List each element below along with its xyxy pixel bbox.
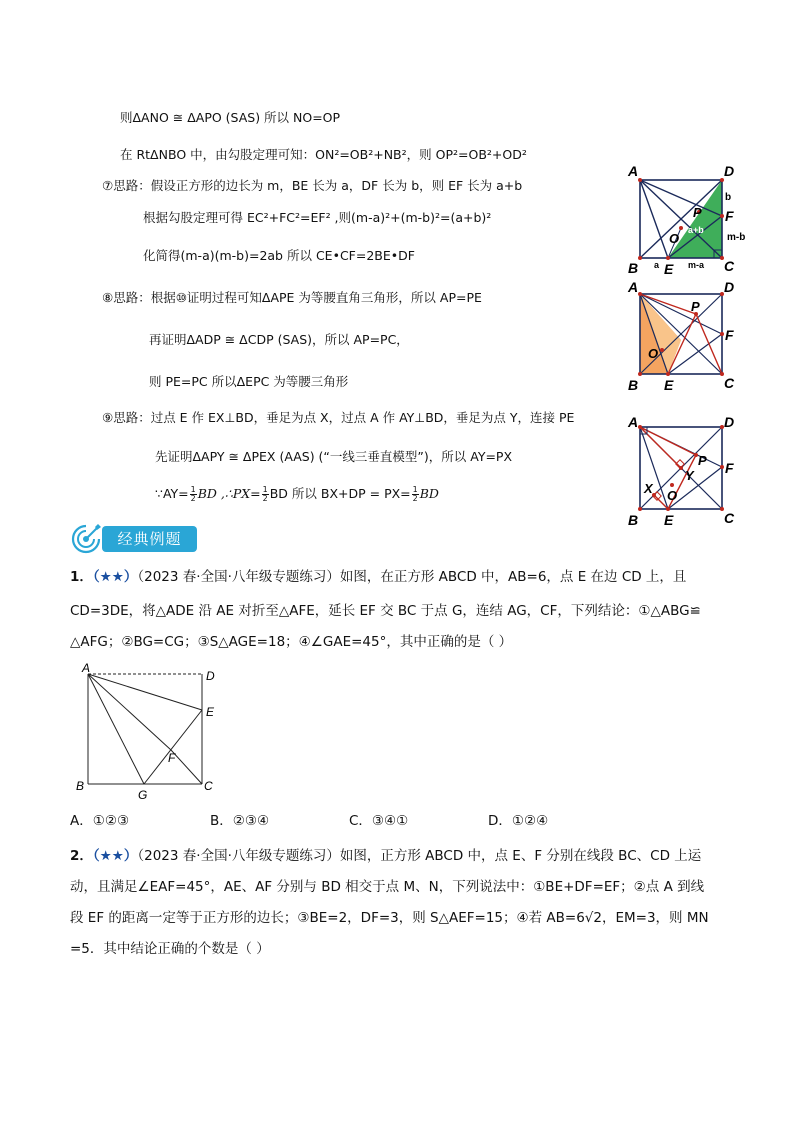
label-X: X bbox=[644, 481, 653, 496]
figure-square-orange bbox=[622, 278, 762, 396]
step9-line-3: ∵AY= $\frac{1}{2}$ BD ,∴PX= $\frac{1}{2}$ BD 所以 BX+DP = PX= $\frac{1}{2}$ BD bbox=[155, 485, 439, 503]
fraction-half: $\frac{1}{2}$ bbox=[262, 485, 268, 503]
q1-figure bbox=[72, 662, 222, 802]
q1-line-1: 1．（★★）（2023 春·全国·八年级专题练习）如图，在正方形 ABCD 中，AB=6，点 E 在边 CD 上，且 bbox=[70, 569, 687, 585]
label-F: F bbox=[725, 327, 734, 343]
label-E: E bbox=[664, 512, 674, 528]
label-A: A bbox=[628, 414, 639, 430]
fraction-half: $\frac{1}{2}$ bbox=[412, 485, 418, 503]
label-C: C bbox=[724, 375, 735, 391]
label-A: A bbox=[628, 163, 639, 179]
fraction-half: $\frac{1}{2}$ bbox=[190, 485, 196, 503]
label-P: P bbox=[698, 453, 707, 468]
step8-line-2: 再证明ΔADP ≅ ΔCDP (SAS)，所以 AP=PC， bbox=[149, 332, 409, 347]
q2-line-1: 2．（★★）（2023 春·全国·八年级专题练习）如图，正方形 ABCD 中，点 E、F 分别在线段 BC、CD 上运 bbox=[70, 848, 702, 864]
label-E: E bbox=[664, 377, 674, 393]
label-P: P bbox=[691, 299, 700, 314]
label-E: E bbox=[206, 705, 215, 719]
q1-option-a: A．①②③ bbox=[70, 813, 130, 829]
step9-line-1: ⑨思路：过点 E 作 EX⊥BD，垂足为点 X，过点 A 作 AY⊥BD，垂足为点 Y，连接 PE bbox=[102, 410, 575, 425]
target-icon bbox=[70, 522, 102, 556]
q1-option-d: D．①②④ bbox=[488, 813, 549, 829]
q1-option-c: C．③④① bbox=[349, 813, 409, 829]
step8-line-1: ⑧思路：根据⑩证明过程可知ΔAPE 为等腰直角三角形，所以 AP=PE bbox=[102, 290, 482, 305]
q2-line-2: 动，且满足∠EAF=45°，AE、AF 分别与 BD 相交于点 M、N，下列说法中：①BE+DF=EF；②点 A 到线 bbox=[70, 879, 705, 895]
label-B: B bbox=[628, 512, 639, 528]
label-a: a bbox=[654, 260, 660, 270]
difficulty-stars: （★★） bbox=[92, 569, 138, 585]
label-O: O bbox=[667, 488, 678, 503]
label-O: O bbox=[669, 231, 680, 246]
label-E: E bbox=[664, 261, 674, 276]
label-A: A bbox=[82, 662, 91, 675]
note-line-1: 则ΔANO ≅ ΔAPO (SAS) 所以 NO=OP bbox=[120, 110, 341, 125]
label-D: D bbox=[724, 279, 735, 295]
step7-line-2: 根据勾股定理可得 EC²+FC²=EF² ,则(m-a)²+(m-b)²=(a+b)² bbox=[143, 210, 492, 225]
step7-line-1: ⑦思路：假设正方形的边长为 m，BE 长为 a，DF 长为 b，则 EF 长为 a+b bbox=[102, 178, 523, 193]
label-m-a: m-a bbox=[688, 260, 705, 270]
q1-option-b: B．②③④ bbox=[210, 813, 270, 829]
step7-line-3: 化简得(m-a)(m-b)=2ab 所以 CE•CF=2BE•DF bbox=[143, 248, 415, 263]
label-C: C bbox=[204, 779, 213, 793]
q1-line-2: CD=3DE，将△ADE 沿 AE 对折至△AFE，延长 EF 交 BC 于点 G，连结 AG，CF，下列结论：①△ABG≌ bbox=[70, 603, 701, 619]
label-Y: Y bbox=[685, 468, 694, 483]
label-D: D bbox=[206, 669, 215, 683]
section-title: 经典例题 bbox=[102, 526, 197, 552]
label-B: B bbox=[628, 260, 639, 276]
label-b: b bbox=[725, 192, 732, 203]
figure-square-perpendicular bbox=[622, 413, 762, 531]
step8-line-3: 则 PE=PC 所以ΔEPC 为等腰三角形 bbox=[149, 374, 349, 389]
label-G: G bbox=[138, 788, 148, 802]
label-F: F bbox=[168, 751, 176, 765]
label-B: B bbox=[76, 779, 85, 793]
label-a-plus-b: a+b bbox=[688, 225, 704, 235]
step9-line-2: 先证明ΔAPY ≅ ΔPEX (AAS) (“一线三垂直模型”)，所以 AY=PX bbox=[155, 449, 513, 464]
note-line-2: 在 RtΔNBO 中，由勾股定理可知：ON²=OB²+NB²，则 OP²=OB²+OD² bbox=[120, 147, 527, 162]
difficulty-stars: （★★） bbox=[92, 848, 138, 864]
figure-square-green bbox=[622, 158, 762, 276]
label-C: C bbox=[724, 258, 735, 274]
label-P: P bbox=[693, 205, 702, 220]
label-m-b: m-b bbox=[727, 232, 746, 243]
label-B: B bbox=[628, 377, 639, 393]
label-F: F bbox=[725, 460, 734, 476]
q2-line-4: =5．其中结论正确的个数是（ ） bbox=[70, 941, 270, 957]
label-C: C bbox=[724, 510, 735, 526]
q2-line-3: 段 EF 的距离一定等于正方形的边长；③BE=2，DF=3，则 S△AEF=15；④若 AB=6√2，EM=3，则 MN bbox=[70, 910, 709, 926]
label-D: D bbox=[724, 414, 735, 430]
label-A: A bbox=[628, 279, 639, 295]
label-O: O bbox=[648, 346, 659, 361]
q1-line-3: △AFG；②BG=CG；③S△AGE=18；④∠GAE=45°，其中正确的是（ ） bbox=[70, 634, 513, 650]
label-F: F bbox=[725, 208, 734, 224]
label-D: D bbox=[724, 163, 735, 179]
